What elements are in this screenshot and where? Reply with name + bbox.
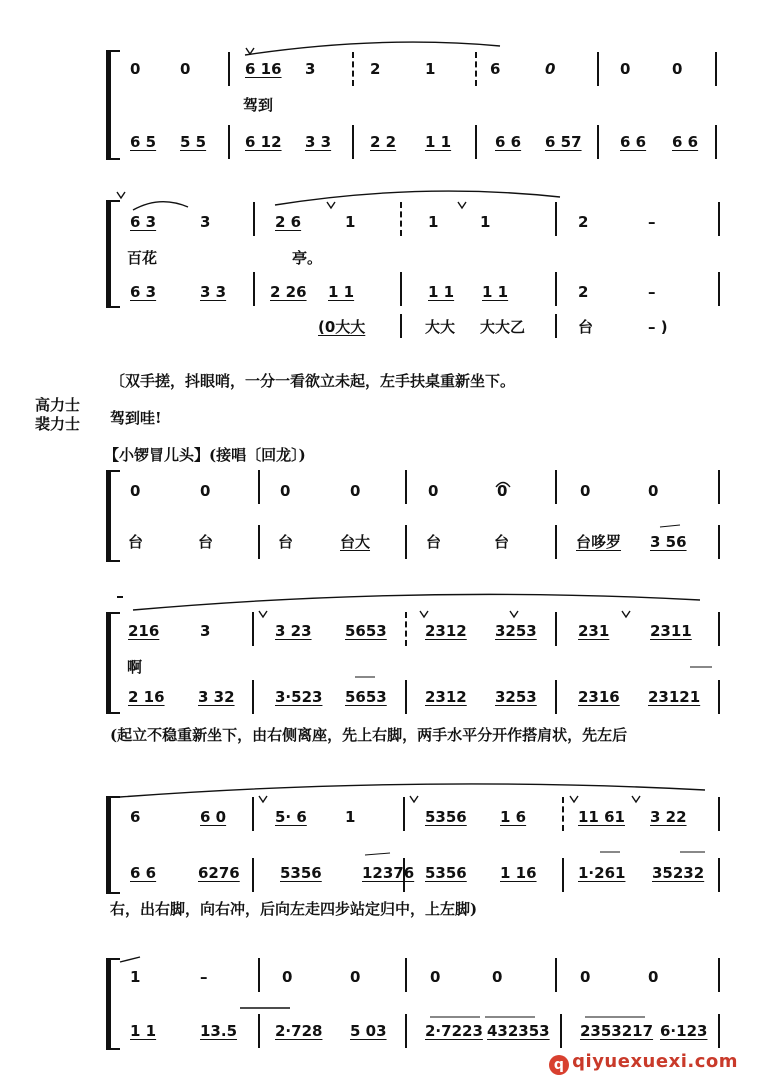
note: 5356	[280, 864, 322, 882]
percussion: 台	[426, 533, 442, 551]
note: 1	[345, 213, 356, 231]
stage-direction: 〔双手搓，抖眼哨，一分一看欲立未起，左手扶桌重新坐下。	[110, 372, 516, 390]
barline	[405, 470, 407, 504]
barline	[258, 525, 260, 559]
barline	[718, 858, 720, 892]
note: –	[200, 968, 208, 986]
note: 23121	[648, 688, 701, 706]
note: 5 5	[180, 133, 207, 151]
note: 1·261	[578, 864, 626, 882]
barline-dashed	[475, 52, 478, 86]
note: 2	[578, 283, 589, 301]
barline	[560, 1014, 562, 1048]
note: –	[648, 213, 656, 231]
note: 5 03	[350, 1022, 387, 1040]
percussion: 大大	[425, 318, 456, 336]
system-brace	[106, 470, 111, 562]
barline	[718, 202, 720, 236]
barline	[252, 612, 254, 646]
note: 2	[578, 213, 589, 231]
percussion: (0大大	[318, 318, 366, 336]
percussion: 台	[578, 318, 594, 336]
barline	[475, 125, 477, 159]
barline-dashed	[400, 202, 403, 236]
note: 11 61	[578, 808, 625, 826]
barline	[718, 525, 720, 559]
note: 1 1	[482, 283, 509, 301]
note: 3 23	[275, 622, 312, 640]
barline-dashed	[562, 797, 565, 831]
note: 2312	[425, 688, 467, 706]
watermark	[549, 1051, 738, 1075]
note: 2311	[650, 622, 692, 640]
lyric: 驾到	[243, 96, 274, 114]
note: 12376	[362, 864, 415, 882]
watermark-logo-icon: q	[549, 1055, 569, 1075]
system-brace	[106, 796, 111, 894]
barline	[405, 525, 407, 559]
lyric: 百花	[127, 249, 158, 267]
speaker: 高力士	[35, 396, 81, 414]
brace-bottom	[106, 1048, 120, 1050]
note: 0	[180, 60, 191, 78]
barline-dashed	[405, 612, 408, 646]
percussion: 台大	[340, 533, 371, 551]
note: 3253	[495, 688, 537, 706]
barline	[715, 52, 717, 86]
note: 2 26	[270, 283, 307, 301]
note: 6 6	[495, 133, 522, 151]
note: 0	[130, 60, 141, 78]
note: 6 12	[245, 133, 282, 151]
note: 1	[130, 968, 141, 986]
note: 231	[578, 622, 610, 640]
percussion: 台	[128, 533, 144, 551]
note: 5· 6	[275, 808, 307, 826]
note: 0	[282, 968, 293, 986]
barline	[400, 272, 402, 306]
lyric: 亭。	[292, 249, 323, 267]
barline	[258, 1014, 260, 1048]
brace-top	[106, 200, 120, 202]
note: 2 2	[370, 133, 397, 151]
note: 35232	[652, 864, 705, 882]
percussion: 台	[198, 533, 214, 551]
note: 3	[305, 60, 316, 78]
note: 2·7223	[425, 1022, 483, 1040]
note: 6 5	[130, 133, 157, 151]
brace-bottom	[106, 306, 120, 308]
note: 6 0	[200, 808, 227, 826]
note: 1 1	[428, 283, 455, 301]
barline	[253, 272, 255, 306]
barline	[597, 52, 599, 86]
note: 1	[480, 213, 491, 231]
note: 6 57	[545, 133, 582, 151]
barline	[562, 858, 564, 892]
barline	[352, 125, 354, 159]
note: 3	[200, 622, 211, 640]
note: 432353	[487, 1022, 550, 1040]
note: 3 22	[650, 808, 687, 826]
percussion: 台哆罗	[576, 533, 622, 551]
barline	[258, 470, 260, 504]
note: 0	[492, 968, 503, 986]
note: 3	[200, 213, 211, 231]
barline	[252, 797, 254, 831]
note: 5356	[425, 808, 467, 826]
barline	[555, 314, 557, 338]
barline	[718, 680, 720, 714]
brace-top	[106, 50, 120, 52]
note: 2·728	[275, 1022, 323, 1040]
note: 2	[370, 60, 381, 78]
lyric: 啊	[127, 658, 143, 676]
barline	[252, 858, 254, 892]
note: 2 6	[275, 213, 302, 231]
note: 6 16	[245, 60, 282, 78]
watermark-text: qiyuexuexi.com	[572, 1051, 738, 1072]
note: 2353217	[580, 1022, 654, 1040]
percussion: – )	[648, 318, 668, 336]
brace-top	[106, 470, 120, 472]
note: 6 3	[130, 213, 157, 231]
percussion: 台	[278, 533, 294, 551]
barline	[405, 958, 407, 992]
barline	[555, 958, 557, 992]
percussion: 大大乙	[480, 318, 526, 336]
barline-dashed	[400, 314, 402, 338]
note: 0	[280, 482, 291, 500]
note: 6	[130, 808, 141, 826]
brace-bottom	[106, 560, 120, 562]
note: 0	[648, 968, 659, 986]
note: 0	[672, 60, 683, 78]
percussion: 台	[494, 533, 510, 551]
note: 3 56	[650, 533, 687, 551]
barline-dashed	[352, 52, 355, 86]
note: 6 6	[130, 864, 157, 882]
barline	[253, 202, 255, 236]
note: 5653	[345, 688, 387, 706]
note: 0	[428, 482, 439, 500]
barline	[403, 797, 405, 831]
brace-top	[106, 796, 120, 798]
note: 3 3	[305, 133, 332, 151]
note: 6 3	[130, 283, 157, 301]
note: 1	[425, 60, 436, 78]
note: 5653	[345, 622, 387, 640]
barline	[555, 202, 557, 236]
note: 6	[490, 60, 501, 78]
note: 1	[345, 808, 356, 826]
barline	[228, 52, 230, 86]
barline	[718, 470, 720, 504]
speech-text: 驾到哇!	[110, 409, 162, 427]
barline	[228, 125, 230, 159]
section-label: 【小锣冒儿头】(接唱〔回龙〕)	[104, 446, 306, 464]
note: 1 16	[500, 864, 537, 882]
stage-direction: (起立不稳重新坐下，由右侧离座，先上右脚，两手水平分开作搭肩状，先左后	[110, 726, 628, 744]
note: 3253	[495, 622, 537, 640]
note: 0	[620, 60, 631, 78]
barline	[718, 797, 720, 831]
note: 3 3	[200, 283, 227, 301]
barline	[718, 1014, 720, 1048]
note: 0	[430, 968, 441, 986]
brace-top	[106, 958, 120, 960]
barline	[258, 958, 260, 992]
barline	[718, 958, 720, 992]
brace-top	[106, 612, 120, 614]
note: 216	[128, 622, 160, 640]
speaker-list	[35, 396, 80, 434]
note: 13.5	[200, 1022, 238, 1040]
barline	[555, 680, 557, 714]
note: 3·523	[275, 688, 323, 706]
tick	[117, 596, 123, 598]
note: 0	[350, 482, 361, 500]
note: 0	[200, 482, 211, 500]
note: 2316	[578, 688, 620, 706]
note: 3 32	[198, 688, 235, 706]
note: 6 6	[672, 133, 699, 151]
note: 6·123	[660, 1022, 708, 1040]
note: 0	[580, 482, 591, 500]
barline	[597, 125, 599, 159]
stage-direction: 右，出右脚，向右冲，后向左走四步站定归中，上左脚)	[110, 900, 478, 918]
note: 1 6	[500, 808, 527, 826]
note: 2312	[425, 622, 467, 640]
barline	[555, 612, 557, 646]
barline	[405, 680, 407, 714]
barline	[405, 1014, 407, 1048]
note: 6 6	[620, 133, 647, 151]
note: 1	[428, 213, 439, 231]
note: 0	[545, 60, 556, 78]
barline	[555, 525, 557, 559]
brace-bottom	[106, 892, 120, 894]
barline	[555, 272, 557, 306]
system-brace	[106, 612, 111, 714]
note: 2 16	[128, 688, 165, 706]
barline	[715, 125, 717, 159]
note: 5356	[425, 864, 467, 882]
barline	[718, 272, 720, 306]
system-brace	[106, 50, 111, 160]
barline	[252, 680, 254, 714]
brace-bottom	[106, 712, 120, 714]
note: 1 1	[130, 1022, 157, 1040]
note: 0	[580, 968, 591, 986]
note: 0	[130, 482, 141, 500]
system-brace	[106, 200, 111, 308]
note: 0	[350, 968, 361, 986]
brace-bottom	[106, 158, 120, 160]
barline	[555, 470, 557, 504]
note: 1 1	[425, 133, 452, 151]
note: 0	[497, 482, 508, 500]
barline	[718, 612, 720, 646]
note: 1 1	[328, 283, 355, 301]
note: 6276	[198, 864, 240, 882]
speaker: 裴力士	[35, 415, 81, 433]
system-brace	[106, 958, 111, 1050]
note: –	[648, 283, 656, 301]
note: 0	[648, 482, 659, 500]
